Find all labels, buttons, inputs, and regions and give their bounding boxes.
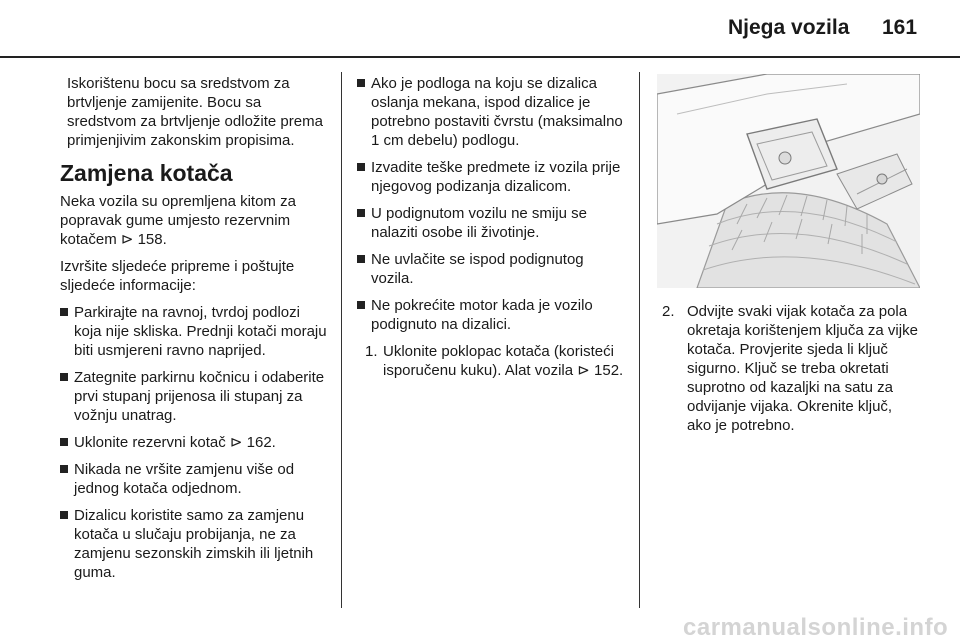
bullet-square-icon <box>357 301 365 309</box>
list-item <box>357 296 627 334</box>
page-header-title: Njega vozila <box>728 16 850 39</box>
page-number: 161 <box>882 16 918 39</box>
column-3-steps <box>662 302 920 443</box>
list-item-text: Parkirajte na ravnoj, tvrdoj podlozi koja nije skliska. Prednji kotači moraju biti usmjereni ravno naprijed. <box>74 304 327 359</box>
list-item <box>357 74 627 150</box>
list-item-text: Ne pokrećite motor kada je vozilo podignuto na dizalici. <box>371 297 593 333</box>
list-item <box>357 204 627 242</box>
bullet-square-icon <box>357 255 365 263</box>
paragraph: Izvršite sljedeće pripreme i poštujte sljedeće informacije: <box>60 258 295 294</box>
list-item-text: Ne uvlačite se ispod podignutog vozila. <box>371 251 584 287</box>
bullet-square-icon <box>357 163 365 171</box>
list-item-text: Zategnite parkirnu kočnicu i odaberite prvi stupanj prijenosa ili stupanj za vožnju unatrag. <box>74 369 325 424</box>
list-item <box>60 460 330 498</box>
bullet-square-icon <box>357 209 365 217</box>
column-divider <box>341 72 342 608</box>
step-text: Odvijte svaki vijak kotača za pola okretaja korištenjem ključa za vijke kotača. Provjerite sjeda li ključ sigurno. Ključ se treba okretati suprotno od kazaljki na satu za odvijanje vijaka. Okrenite ključ, ako je potrebno. <box>687 303 918 434</box>
intro-paragraph: Iskorištenu bocu sa sredstvom za brtvljenje zamijenite. Bocu sa sredstvom za brtvljenje odložite prema primjenjivim zakonskim propisima. <box>67 75 323 149</box>
header-rule <box>0 56 960 58</box>
bullet-square-icon <box>60 373 68 381</box>
wheel-illustration <box>657 74 920 288</box>
numbered-steps <box>357 342 627 380</box>
bullet-square-icon <box>60 438 68 446</box>
bullet-square-icon <box>60 465 68 473</box>
wheel-arch-drawing <box>657 74 920 288</box>
list-item <box>60 433 330 452</box>
bullet-list <box>357 74 627 334</box>
list-item <box>357 158 627 196</box>
step-item <box>662 302 920 435</box>
list-item <box>357 250 627 288</box>
bullet-square-icon <box>60 308 68 316</box>
bullet-list <box>60 303 330 582</box>
step-number: 2. <box>662 303 675 320</box>
step-text: Uklonite poklopac kotača (koristeći isporučenu kuku). Alat vozila ⊳ 152. <box>383 343 624 379</box>
step-number: 1. <box>365 343 378 360</box>
list-item <box>60 506 330 582</box>
column-2 <box>357 74 627 388</box>
list-item-text: U podignutom vozilu ne smiju se nalaziti osobe ili životinje. <box>371 205 587 241</box>
column-divider <box>639 72 640 608</box>
list-item-text: Dizalicu koristite samo za zamjenu kotača u slučaju probijanja, ne za zamjenu sezonskih zimskih ili ljetnih guma. <box>74 507 314 581</box>
numbered-steps <box>662 302 920 435</box>
list-item <box>60 303 330 360</box>
list-item <box>60 368 330 425</box>
column-1 <box>60 74 330 590</box>
watermark: carmanualsonline.info <box>683 614 949 641</box>
list-item-text: Izvadite teške predmete iz vozila prije njegovog podizanja dizalicom. <box>371 159 621 195</box>
list-item-text: Uklonite rezervni kotač ⊳ 162. <box>74 434 276 451</box>
bullet-square-icon <box>357 79 365 87</box>
paragraph: Neka vozila su opremljena kitom za popravak gume umjesto rezervnim kotačem ⊳ 158. <box>60 193 296 248</box>
section-heading: Zamjena kotača <box>60 160 233 186</box>
step-item <box>357 342 627 380</box>
bullet-square-icon <box>60 511 68 519</box>
list-item-text: Nikada ne vršite zamjenu više od jednog kotača odjednom. <box>74 461 295 497</box>
list-item-text: Ako je podloga na koju se dizalica oslanja mekana, ispod dizalice je potrebno postaviti čvrstu (maksimalno 1 cm debelu) podlogu. <box>371 75 623 149</box>
